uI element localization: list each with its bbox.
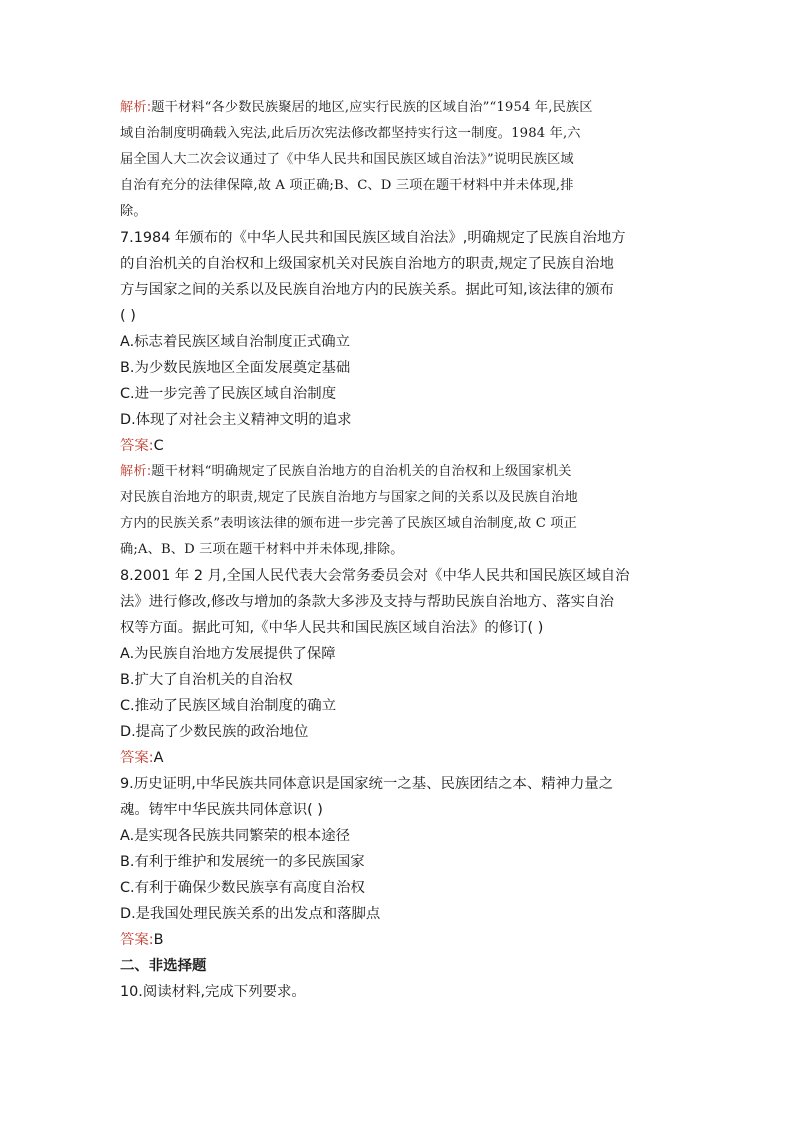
question-9-option-c: C.有利于确保少数民族享有高度自治权 xyxy=(120,880,365,896)
question-8-option-c: C.推动了民族区域自治制度的确立 xyxy=(120,698,337,714)
explanation-line: 方内的民族关系”表明该法律的颁布进一步完善了民族区域自治制度,故 C 项正 xyxy=(120,516,577,531)
explanation-line: 届全国人大二次会议通过了《中华人民共和国民族区域自治法》”说明民族区域 xyxy=(120,152,574,167)
question-8-stem: 法》进行修改,修改与增加的条款大多涉及支持与帮助民族自治地方、落实自治 xyxy=(120,594,614,610)
explanation-line: 对民族自治地方的职责,规定了民族自治地方与国家之间的关系以及民族自治地 xyxy=(120,490,578,505)
question-9-option-b: B.有利于维护和发展统一的多民族国家 xyxy=(120,854,365,870)
question-9-answer xyxy=(120,927,676,953)
answer-label: 答案 xyxy=(120,438,149,454)
label-colon: : xyxy=(146,464,152,479)
answer-value: A xyxy=(153,750,164,766)
explanation-label: 解析 xyxy=(120,100,147,115)
question-7-stem: 7.1984 年颁布的《中华人民共和国民族区域自治法》,明确规定了民族自治地方 xyxy=(120,230,626,246)
label-colon: : xyxy=(148,932,154,948)
explanation-label: 解析 xyxy=(120,464,147,479)
question-7-stem: 的自治机关的自治权和上级国家机关对民族自治地方的职责,规定了民族自治地 xyxy=(120,256,614,272)
explanation-line: 域自治制度明确载入宪法,此后历次宪法修改都坚持实行这一制度。1984 年,六 xyxy=(120,126,581,141)
explanation-text: 题干材料“明确规定了民族自治地方的自治机关的自治权和上级国家机关 xyxy=(151,464,572,479)
question-7-option-d: D.体现了对社会主义精神文明的追求 xyxy=(120,412,352,428)
label-colon: : xyxy=(148,438,154,454)
question-9-stem: 9.历史证明,中华民族共同体意识是国家统一之基、民族团结之本、精神力量之 xyxy=(120,776,614,792)
question-7-option-b: B.为少数民族地区全面发展奠定基础 xyxy=(120,360,351,376)
explanation-text: 题干材料“各少数民族聚居的地区,应实行民族的区域自治”“1954 年,民族区 xyxy=(151,100,593,115)
explanation-line xyxy=(120,459,676,485)
document-page xyxy=(120,95,676,1005)
question-8-stem: 权等方面。据此可知,《中华人民共和国民族区域自治法》的修订( ) xyxy=(120,620,544,636)
question-8-stem: 8.2001 年 2 月,全国人民代表大会常务委员会对《中华人民共和国民族区域自治 xyxy=(120,568,630,584)
explanation-line: 除。 xyxy=(120,204,147,219)
explanation-line xyxy=(120,95,676,121)
answer-value: C xyxy=(153,438,164,454)
explanation-line: 自治有充分的法律保障,故 A 项正确;B、C、D 三项在题干材料中并未体现,排 xyxy=(120,178,574,193)
label-colon: : xyxy=(148,750,154,766)
answer-value: B xyxy=(153,932,164,948)
question-7-stem: 方与国家之间的关系以及民族自治地方内的民族关系。据此可知,该法律的颁布 xyxy=(120,282,614,298)
question-9-option-a: A.是实现各民族共同繁荣的根本途径 xyxy=(120,828,351,844)
question-10-stem: 10.阅读材料,完成下列要求。 xyxy=(120,984,306,1000)
question-8-option-a: A.为民族自治地方发展提供了保障 xyxy=(120,646,336,662)
explanation-line: 确;A、B、D 三项在题干材料中并未体现,排除。 xyxy=(120,542,404,557)
answer-label: 答案 xyxy=(120,932,149,948)
question-8-answer xyxy=(120,745,676,771)
question-8-option-d: D.提高了少数民族的政治地位 xyxy=(120,724,309,740)
question-7-answer xyxy=(120,433,676,459)
label-colon: : xyxy=(146,100,152,115)
question-7-option-a: A.标志着民族区域自治制度正式确立 xyxy=(120,334,351,350)
question-7-stem: ( ) xyxy=(120,308,136,324)
question-8-option-b: B.扩大了自治机关的自治权 xyxy=(120,672,293,688)
section-heading: 二、非选择题 xyxy=(120,958,207,974)
question-7-option-c: C.进一步完善了民族区域自治制度 xyxy=(120,386,337,402)
answer-label: 答案 xyxy=(120,750,149,766)
question-9-option-d: D.是我国处理民族关系的出发点和落脚点 xyxy=(120,906,381,922)
question-9-stem: 魂。铸牢中华民族共同体意识( ) xyxy=(120,802,323,818)
